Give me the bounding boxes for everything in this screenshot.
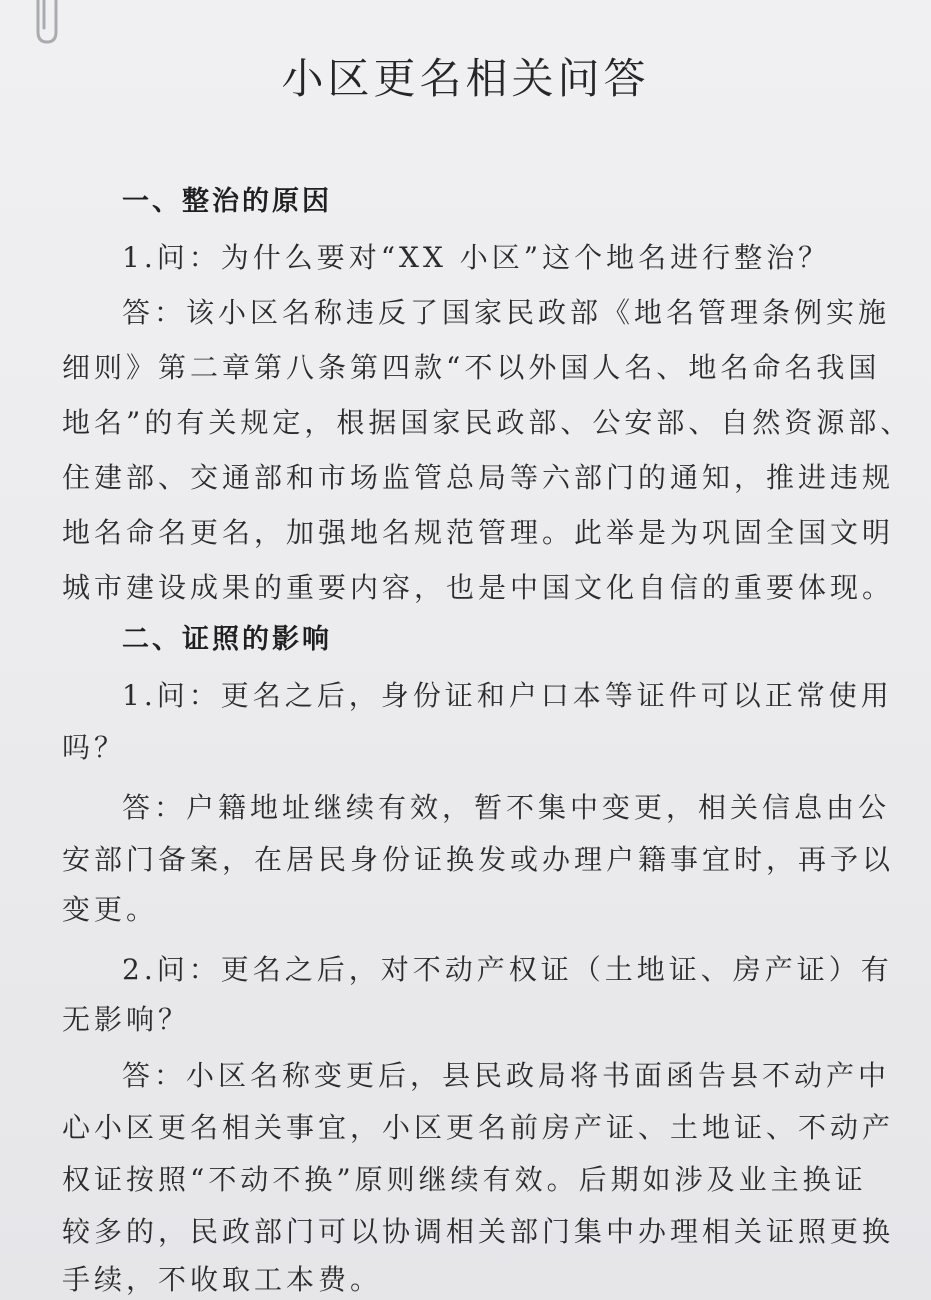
answer-line: 城市建设成果的重要内容，也是中国文化自信的重要体现。 [62, 571, 895, 604]
section-heading-certificates: 二、证照的影响 [122, 624, 332, 655]
answer-line: 手续，不收取工本费。 [62, 1263, 383, 1296]
answer-line: 答：该小区名称违反了国家民政部《地名管理条例实施 [122, 296, 891, 329]
answer-line: 答：小区名称变更后，县民政局将书面函告县不动产中 [122, 1059, 891, 1092]
question-line: 2.问：更名之后，对不动产权证（土地证、房产证）有 [122, 953, 893, 986]
answer-line: 安部门备案，在居民身份证换发或办理户籍事宜时，再予以 [62, 843, 895, 876]
answer-line: 答：户籍地址继续有效，暂不集中变更，相关信息由公 [122, 791, 891, 824]
question-line: 1.问：更名之后，身份证和户口本等证件可以正常使用 [122, 679, 893, 712]
question-line: 1.问：为什么要对“XX 小区”这个地名进行整治？ [122, 241, 831, 274]
answer-line: 较多的，民政部门可以协调相关部门集中办理相关证照更换 [62, 1215, 895, 1248]
document-title: 小区更名相关问答 [281, 54, 650, 103]
answer-line: 住建部、交通部和市场监管总局等六部门的通知，推进违规 [62, 461, 895, 494]
answer-line: 细则》第二章第八条第四款“不以外国人名、地名命名我国 [62, 351, 881, 384]
answer-line: 权证按照“不动不换”原则继续有效。后期如涉及业主换证 [62, 1163, 867, 1196]
answer-line: 变更。 [62, 893, 159, 926]
section-heading-reasons: 一、整治的原因 [122, 186, 332, 217]
question-line: 无影响？ [62, 1003, 191, 1036]
answer-line: 心小区更名相关事宜，小区更名前房产证、土地证、不动产 [62, 1111, 895, 1144]
answer-line: 地名命名更名，加强地名规范管理。此举是为巩固全国文明 [62, 516, 895, 549]
answer-line: 地名”的有关规定，根据国家民政部、公安部、自然资源部、 [62, 406, 913, 439]
question-line: 吗？ [62, 731, 127, 764]
paperclip-icon [30, 0, 64, 46]
